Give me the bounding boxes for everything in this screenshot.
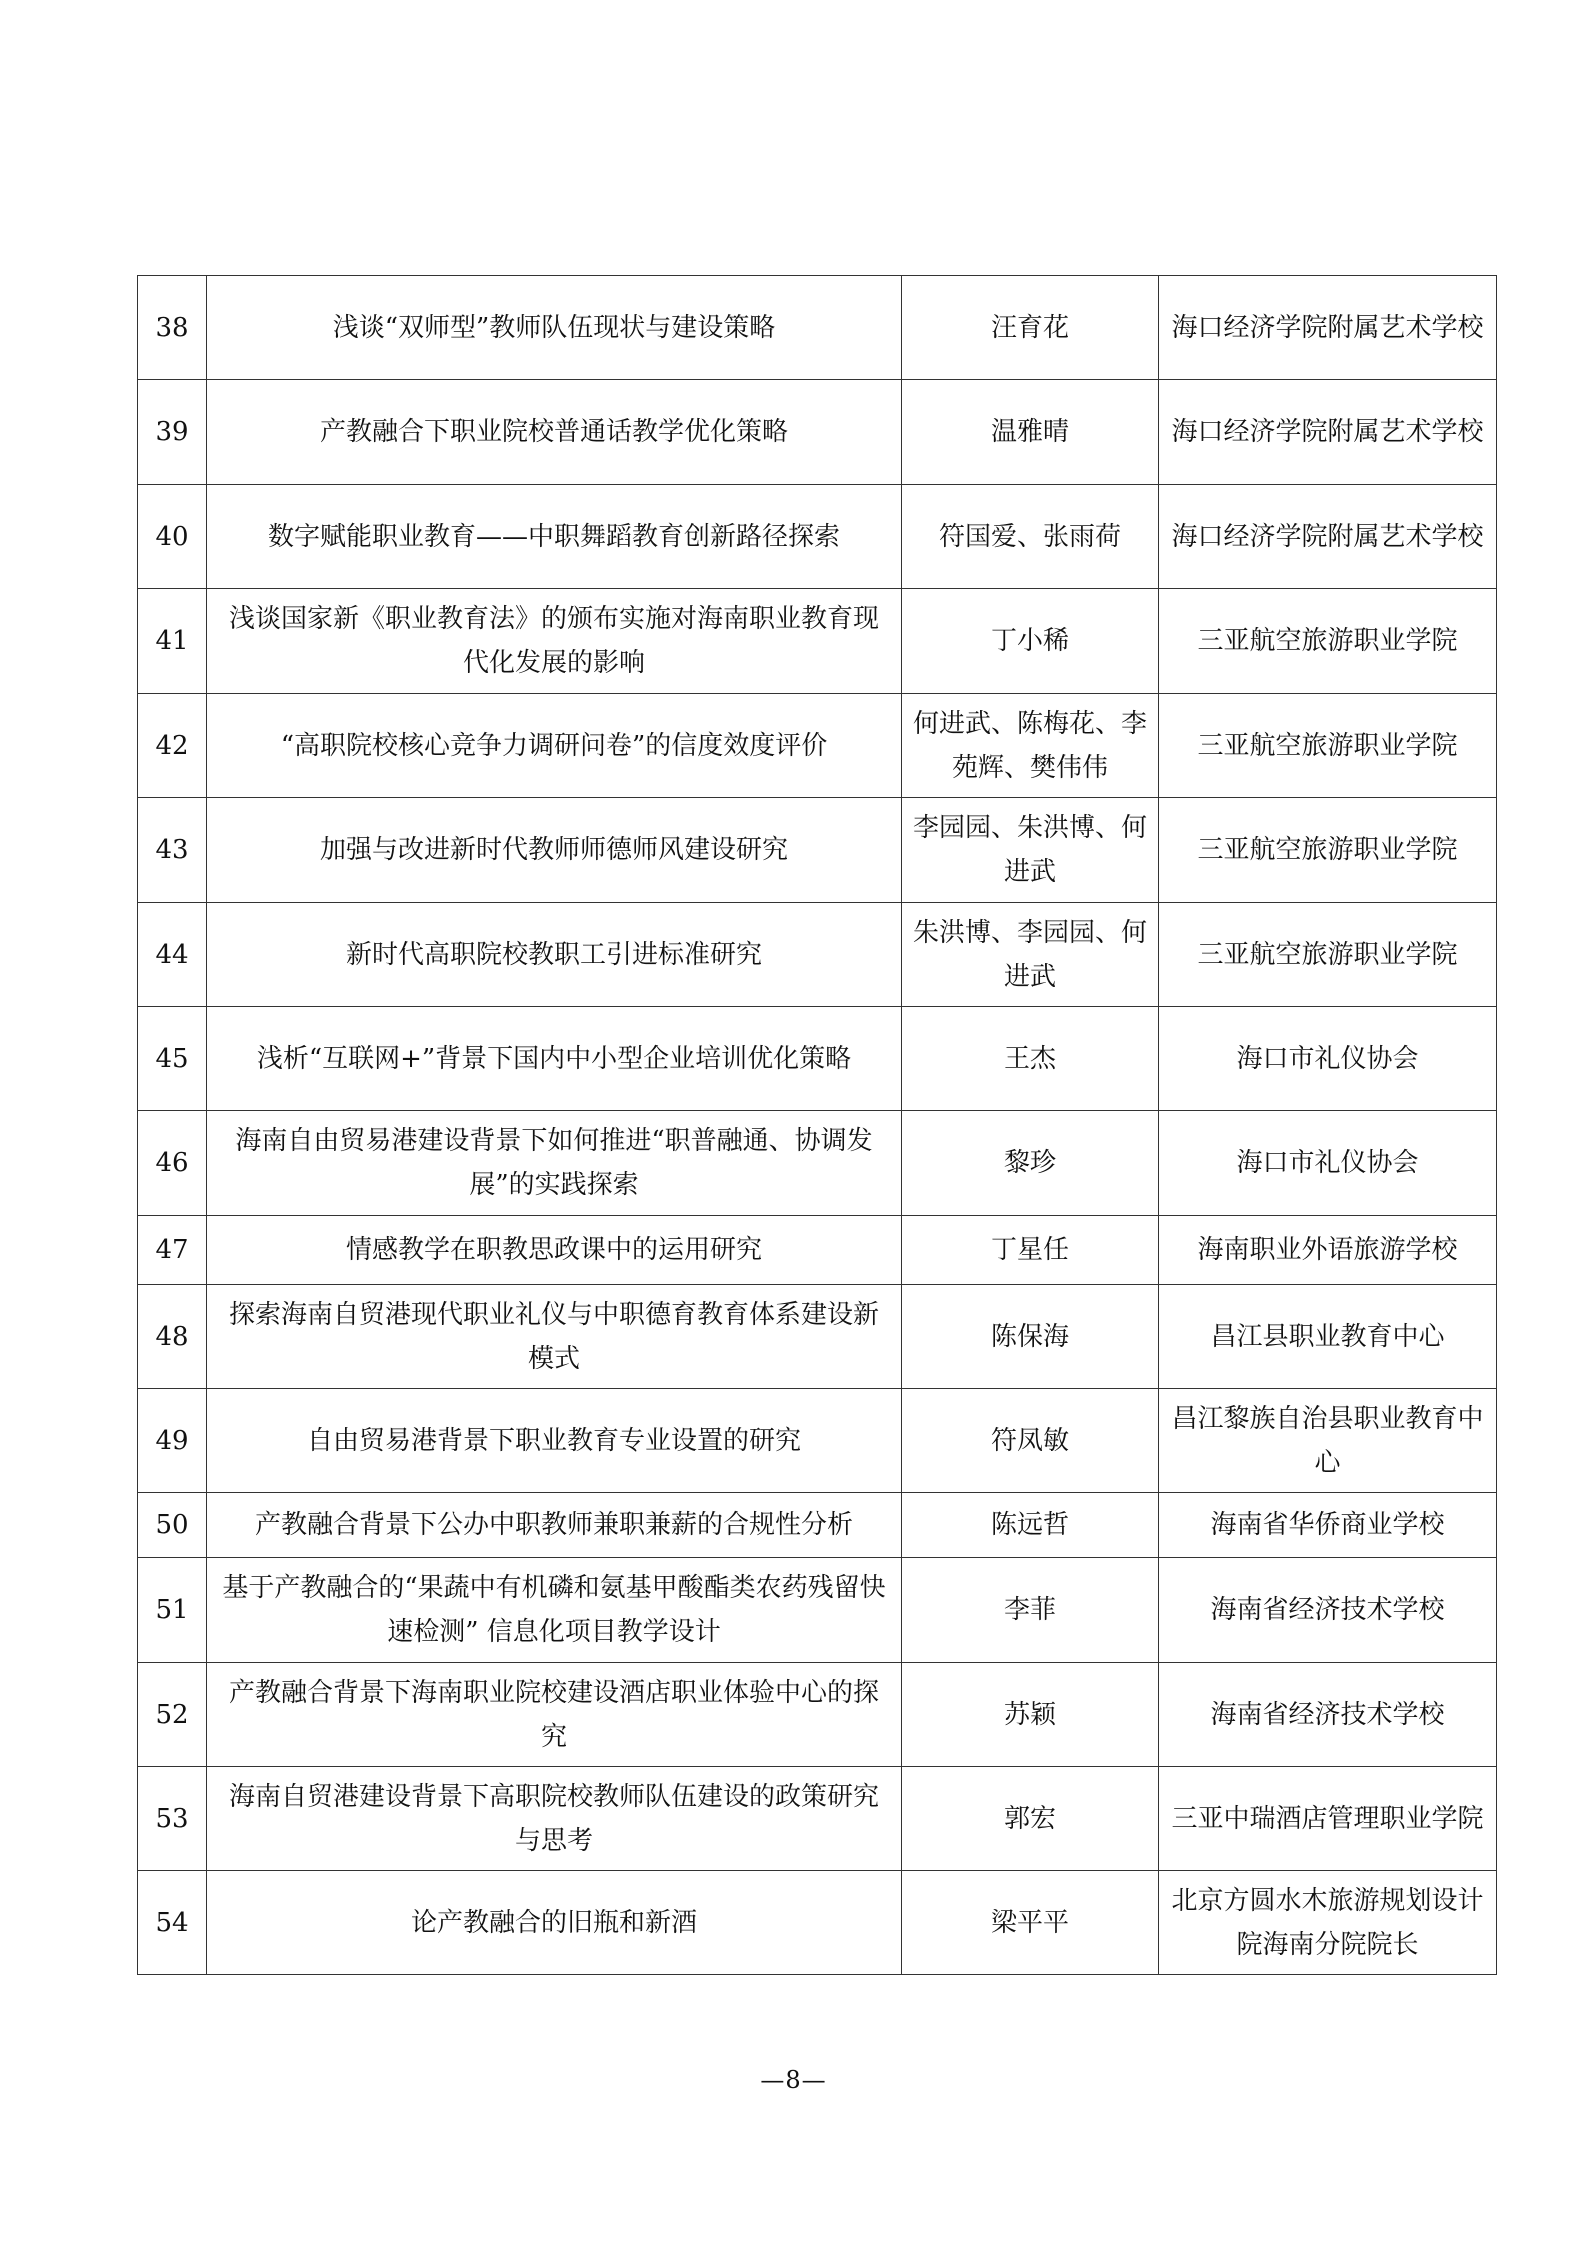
table-row [138, 380, 1497, 485]
awards-table-body [138, 276, 1497, 1975]
paper-title-cell: 新时代高职院校教职工引进标准研究 [207, 903, 902, 1007]
table-row [138, 276, 1497, 380]
table-row [138, 1389, 1497, 1493]
paper-title-cell: 论产教融合的旧瓶和新酒 [207, 1871, 902, 1975]
row-number-cell: 45 [138, 1007, 207, 1111]
paper-title-cell: 产教融合背景下公办中职教师兼职兼薪的合规性分析 [207, 1493, 902, 1558]
table-row [138, 1493, 1497, 1558]
unit-cell: 海南省华侨商业学校 [1159, 1493, 1497, 1558]
unit-cell: 海南职业外语旅游学校 [1159, 1216, 1497, 1285]
unit-cell: 三亚中瑞酒店管理职业学院 [1159, 1767, 1497, 1871]
row-number-cell: 39 [138, 380, 207, 485]
row-number-cell: 49 [138, 1389, 207, 1493]
unit-cell: 昌江黎族自治县职业教育中心 [1159, 1389, 1497, 1493]
row-number-cell: 46 [138, 1111, 207, 1216]
authors-cell: 李菲 [902, 1558, 1159, 1663]
paper-title-cell: 海南自由贸易港建设背景下如何推进“职普融通、协调发展”的实践探索 [207, 1111, 902, 1216]
table-row [138, 1111, 1497, 1216]
unit-cell: 三亚航空旅游职业学院 [1159, 589, 1497, 694]
authors-cell: 梁平平 [902, 1871, 1159, 1975]
row-number-cell: 51 [138, 1558, 207, 1663]
unit-cell: 海南省经济技术学校 [1159, 1558, 1497, 1663]
authors-cell: 汪育花 [902, 276, 1159, 380]
table-row [138, 485, 1497, 589]
paper-title-cell: 基于产教融合的“果蔬中有机磷和氨基甲酸酯类农药残留快速检测” 信息化项目教学设计 [207, 1558, 902, 1663]
table-row [138, 903, 1497, 1007]
authors-cell: 苏颖 [902, 1663, 1159, 1767]
table-row [138, 1216, 1497, 1285]
row-number-cell: 47 [138, 1216, 207, 1285]
table-row [138, 1871, 1497, 1975]
authors-cell: 李园园、朱洪博、何进武 [902, 798, 1159, 903]
paper-title-cell: “高职院校核心竞争力调研问卷”的信度效度评价 [207, 694, 902, 798]
table-row [138, 798, 1497, 903]
table-row [138, 1007, 1497, 1111]
row-number-cell: 43 [138, 798, 207, 903]
paper-title-cell: 产教融合下职业院校普通话教学优化策略 [207, 380, 902, 485]
unit-cell: 昌江县职业教育中心 [1159, 1285, 1497, 1389]
unit-cell: 海口市礼仪协会 [1159, 1111, 1497, 1216]
paper-title-cell: 自由贸易港背景下职业教育专业设置的研究 [207, 1389, 902, 1493]
authors-cell: 丁小稀 [902, 589, 1159, 694]
row-number-cell: 41 [138, 589, 207, 694]
authors-cell: 丁星任 [902, 1216, 1159, 1285]
row-number-cell: 53 [138, 1767, 207, 1871]
authors-cell: 陈远哲 [902, 1493, 1159, 1558]
paper-title-cell: 浅谈国家新《职业教育法》的颁布实施对海南职业教育现代化发展的影响 [207, 589, 902, 694]
paper-title-cell: 情感教学在职教思政课中的运用研究 [207, 1216, 902, 1285]
row-number-cell: 38 [138, 276, 207, 380]
table-row [138, 1285, 1497, 1389]
table-row [138, 1663, 1497, 1767]
row-number-cell: 50 [138, 1493, 207, 1558]
authors-cell: 符国爱、张雨荷 [902, 485, 1159, 589]
table-row [138, 1767, 1497, 1871]
unit-cell: 海口市礼仪协会 [1159, 1007, 1497, 1111]
page-number: —8— [760, 2066, 827, 2094]
row-number-cell: 42 [138, 694, 207, 798]
unit-cell: 三亚航空旅游职业学院 [1159, 694, 1497, 798]
authors-cell: 陈保海 [902, 1285, 1159, 1389]
table-row [138, 694, 1497, 798]
paper-title-cell: 浅谈“双师型”教师队伍现状与建设策略 [207, 276, 902, 380]
paper-title-cell: 探索海南自贸港现代职业礼仪与中职德育教育体系建设新模式 [207, 1285, 902, 1389]
authors-cell: 何进武、陈梅花、李苑辉、樊伟伟 [902, 694, 1159, 798]
row-number-cell: 54 [138, 1871, 207, 1975]
table-row [138, 589, 1497, 694]
paper-title-cell: 加强与改进新时代教师师德师风建设研究 [207, 798, 902, 903]
paper-title-cell: 产教融合背景下海南职业院校建设酒店职业体验中心的探究 [207, 1663, 902, 1767]
awards-table [137, 275, 1497, 1975]
unit-cell: 海口经济学院附属艺术学校 [1159, 276, 1497, 380]
row-number-cell: 44 [138, 903, 207, 1007]
authors-cell: 符凤敏 [902, 1389, 1159, 1493]
row-number-cell: 48 [138, 1285, 207, 1389]
unit-cell: 三亚航空旅游职业学院 [1159, 798, 1497, 903]
authors-cell: 黎珍 [902, 1111, 1159, 1216]
unit-cell: 三亚航空旅游职业学院 [1159, 903, 1497, 1007]
unit-cell: 北京方圆水木旅游规划设计院海南分院院长 [1159, 1871, 1497, 1975]
row-number-cell: 40 [138, 485, 207, 589]
authors-cell: 温雅晴 [902, 380, 1159, 485]
unit-cell: 海南省经济技术学校 [1159, 1663, 1497, 1767]
paper-title-cell: 数字赋能职业教育——中职舞蹈教育创新路径探索 [207, 485, 902, 589]
unit-cell: 海口经济学院附属艺术学校 [1159, 485, 1497, 589]
paper-title-cell: 海南自贸港建设背景下高职院校教师队伍建设的政策研究与思考 [207, 1767, 902, 1871]
unit-cell: 海口经济学院附属艺术学校 [1159, 380, 1497, 485]
table-row [138, 1558, 1497, 1663]
paper-title-cell: 浅析“互联网+”背景下国内中小型企业培训优化策略 [207, 1007, 902, 1111]
authors-cell: 王杰 [902, 1007, 1159, 1111]
authors-cell: 朱洪博、李园园、何进武 [902, 903, 1159, 1007]
authors-cell: 郭宏 [902, 1767, 1159, 1871]
row-number-cell: 52 [138, 1663, 207, 1767]
